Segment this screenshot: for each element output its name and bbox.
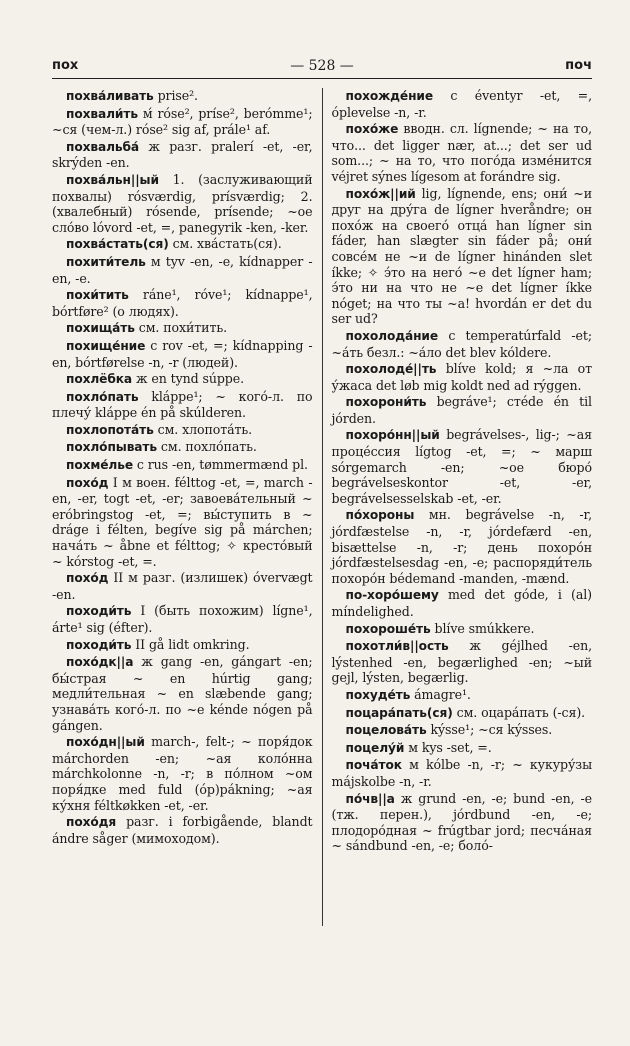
entry-definition: klápре¹; ~ кого́-л. по плечу́ klápре én på skúlderen. <box>52 388 313 421</box>
entry-headword: похороше́ть <box>345 621 431 636</box>
entry-headword: похме́лье <box>66 458 133 473</box>
entry-definition: ж разг. pralerí -et, -er, skrýden -en. <box>52 138 313 171</box>
entry-headword: похо́дя <box>66 815 117 830</box>
entry-headword: похолода́ние <box>345 328 439 343</box>
entry-headword: по-хоро́шему <box>345 588 439 603</box>
entry-headword: похуде́ть <box>345 687 411 702</box>
dictionary-entry <box>332 394 593 426</box>
dictionary-entry <box>332 791 593 854</box>
entry-headword: похо́д <box>66 475 109 490</box>
entry-definition: II gå lidt omkring. <box>131 636 250 652</box>
entry-headword: поча́ток <box>345 758 402 773</box>
entry-headword: похо́дн||ый <box>66 735 145 750</box>
entry-definition: см. хва́стать(ся). <box>168 236 282 252</box>
dictionary-entry <box>332 687 593 704</box>
entry-definition: march-, felt-; ~ поря́док márchorden -en; ~ая коло́нна márchkolonne -n, -r; в по́лном ~ом поря́дке med fuld (óp)pákning; ~ая ку́хня féltkøkken -et, -er. <box>52 734 313 813</box>
entry-headword: похотли́в||ость <box>345 639 449 654</box>
dictionary-entry <box>332 722 593 739</box>
entry-definition: с rov -et, =; kídnapping -en, bórtførelse -n, -r (людей). <box>52 337 313 370</box>
dictionary-entry <box>52 439 313 456</box>
entry-headword: похва́ливать <box>66 89 154 103</box>
dictionary-entry <box>332 621 593 638</box>
entry-definition: med det góde, i (al) míndelighed. <box>331 587 592 619</box>
entry-headword: по́хороны <box>345 508 415 523</box>
dictionary-page <box>52 56 592 926</box>
entry-definition: с éventyr -et, =, óplevelse -n, -r. <box>331 88 592 120</box>
dictionary-entry <box>332 705 593 722</box>
entry-definition: I м воен. félttog -et, =, march -en, -er, togt -et, -er; завоева́тельный ~ eróbringstog -et, =; вы́ступить в ~ dráge i félten, begíve sig på márchen; нача́ть ~ åbne et félttog; ✧ кресто́вый ~ kórstog -et, =. <box>52 474 313 569</box>
entry-headword: походи́ть <box>66 604 132 619</box>
dictionary-entry <box>52 570 313 602</box>
entry-headword: похи́тить <box>66 288 129 303</box>
dictionary-entry <box>52 88 313 105</box>
dictionary-entry <box>332 121 593 184</box>
entry-definition: lig, lígnende, ens; они́ ~и друг на дру́га de lígner hveråndre; он похо́ж на своего́ отца́ han lígner sin fáder, han slægter sin fáder på; они́ совсе́м не ~и de lígner hinánden slet íkke; ✧ э́то на него́ ~е det lígner ham; э́то ни на что не ~е det lígner íkke nóget; на что ты ~а! hvordán er det du ser ud? <box>331 185 592 327</box>
entry-definition: ж en tynd súppe. <box>132 371 245 387</box>
header-right-guide-word: поч <box>565 58 592 73</box>
entry-definition: begrávelses-, lig-; ~ая проце́ссия lígtog -et, =; ~ марш sórgemarch -en; ~ое бюро́ begrávelseskontor -et, -er, begrávelsesselskab -et, -er. <box>331 427 592 506</box>
running-header <box>52 56 592 79</box>
entry-definition: ж grund -en, -e; bund -en, -e (тж. перен.), jórdbund -en, -e; плодоро́дная ~ frúgtbar jord; песча́ная ~ sándbund -en, -e; боло́- <box>331 790 592 854</box>
entry-headword: поцелу́й <box>345 740 405 755</box>
left-column <box>52 88 323 926</box>
dictionary-entry <box>52 320 313 337</box>
entry-definition: kýsse¹; ~ся kýsses. <box>426 722 553 738</box>
entry-headword: похвали́ть <box>66 106 138 121</box>
entry-headword: похвальба́ <box>66 139 140 154</box>
entry-headword: похло́пывать <box>66 440 158 455</box>
dictionary-entry <box>332 427 593 506</box>
entry-headword: похо́же <box>345 122 399 137</box>
dictionary-entry <box>332 757 593 789</box>
dictionary-entry <box>52 287 313 319</box>
entry-headword: похити́тель <box>66 254 146 269</box>
dictionary-entry <box>52 814 313 846</box>
entry-headword: похо́ж||ий <box>345 186 416 201</box>
entry-headword: похожде́ние <box>345 89 433 103</box>
entry-definition: ж gang -en, gángart -en; бы́страя ~ en húrtig gang; медли́тельная ~ en slæbende gang; узнава́ть кого́-л. по ~е kénde nógen på gángen. <box>52 654 313 733</box>
dictionary-entry <box>332 507 593 586</box>
entry-headword: походи́ть <box>66 637 132 652</box>
entry-headword: похолоде́||ть <box>345 362 437 377</box>
dictionary-entry <box>332 587 593 619</box>
dictionary-entry <box>52 389 313 421</box>
entry-columns <box>52 88 592 926</box>
dictionary-entry <box>52 422 313 439</box>
page-number: — 528 — <box>290 58 354 74</box>
entry-headword: похло́пать <box>66 389 139 404</box>
dictionary-entry <box>332 740 593 757</box>
entry-headword: похлопота́ть <box>66 422 154 437</box>
entry-definition: см. хлопота́ть. <box>153 421 253 437</box>
entry-headword: поцара́пать(ся) <box>345 705 453 720</box>
entry-headword: похо́д <box>66 571 109 586</box>
entry-definition: ráne¹, róve¹; kídnappe¹, bórtføre² (о людях). <box>52 287 313 319</box>
entry-definition: ámagre¹. <box>410 686 471 702</box>
entry-definition: с rus -en, tømmermænd pl. <box>132 457 308 473</box>
entry-definition: м kólbe -n, -r; ~ кукуру́зы májskolbe -n, -r. <box>331 757 592 789</box>
dictionary-entry <box>52 734 313 813</box>
dictionary-entry <box>52 172 313 235</box>
entry-definition: разг. i forbigående, blandt ándre såger (мимоходом). <box>52 814 313 846</box>
entry-definition: см. оцара́пать (-ся). <box>452 704 586 720</box>
dictionary-entry <box>52 106 313 138</box>
entry-definition: blíve kold; я ~ла от у́жаса det løb mig koldt ned ad rýggen. <box>331 361 592 393</box>
entry-definition: м tyv -en, -e, kídnapper -en, -e. <box>52 253 313 286</box>
entry-definition: prise². <box>153 88 198 103</box>
entry-definition: 1. (заслуживающий похвалы) rósværdig, prísværdig; 2. (хвалебный) rósende, prísende; ~ое сло́во lóvord -et, =, panegyrik -ken, -ker. <box>52 171 313 235</box>
entry-definition: blíve smúkkere. <box>430 620 535 636</box>
entry-definition: вводн. сл. lígnende; ~ на то, что... det ligger nær, at...; det ser ud som...; ~ на то, что пого́да изме́нится véjret sýnes lígesom at forándre sig. <box>331 121 592 184</box>
entry-headword: похва́стать(ся) <box>66 237 169 252</box>
entry-definition: begráve¹; стéde én til jórden. <box>331 394 592 426</box>
entry-definition: I (быть похожим) lígne¹, árte¹ sig (éfter). <box>52 603 313 635</box>
entry-headword: поцелова́ть <box>345 723 427 738</box>
dictionary-entry <box>52 371 313 388</box>
entry-definition: м kys -set, =. <box>404 739 492 755</box>
dictionary-entry <box>332 88 593 120</box>
entry-definition: м́ róse², príse², berómme¹; ~ся (чем-л.) róse² sig af, prále¹ af. <box>52 105 313 138</box>
dictionary-entry <box>52 457 313 474</box>
dictionary-entry <box>52 654 313 733</box>
dictionary-entry <box>52 338 313 370</box>
entry-definition: см. похло́пать. <box>157 439 257 455</box>
dictionary-entry <box>52 475 313 570</box>
entry-headword: похорони́ть <box>345 395 427 410</box>
entry-headword: похища́ть <box>66 321 135 336</box>
dictionary-entry <box>52 603 313 635</box>
entry-definition: см. похи́тить. <box>134 320 227 336</box>
entry-headword: по́чв||а <box>345 791 395 806</box>
dictionary-entry <box>332 328 593 360</box>
right-column <box>323 88 593 926</box>
entry-headword: похоро́нн||ый <box>345 428 440 443</box>
entry-headword: похо́дк||а <box>66 655 134 670</box>
entry-headword: похлёбка <box>66 372 133 387</box>
entry-definition: мн. begrávelse -n, -r, jórdfæstelse -n, -r, jórdefærd -en, bisættelse -n, -r; день похоро́н jórdfæstelsesdag -en, -e; распоряди́тель похоро́н bédemand -manden, -mænd. <box>331 507 592 586</box>
dictionary-entry <box>52 637 313 654</box>
dictionary-entry <box>52 236 313 253</box>
entry-definition: ж géjlhed -en, lýstenhed -en, begærlighed -en; ~ый gejl, lýsten, begærlig. <box>331 638 592 686</box>
dictionary-entry <box>52 254 313 286</box>
dictionary-entry <box>52 139 313 171</box>
entry-definition: с temperatúrfald -et; ~а́ть безл.: ~а́ло det blev kóldere. <box>331 327 592 360</box>
header-left-guide-word: пох <box>52 58 79 73</box>
entry-headword: похва́льн||ый <box>66 172 159 187</box>
entry-definition: II м разг. (излишек) óvervægt -en. <box>52 570 313 602</box>
dictionary-entry <box>332 361 593 393</box>
dictionary-entry <box>332 186 593 327</box>
entry-headword: похище́ние <box>66 338 146 353</box>
dictionary-entry <box>332 638 593 686</box>
